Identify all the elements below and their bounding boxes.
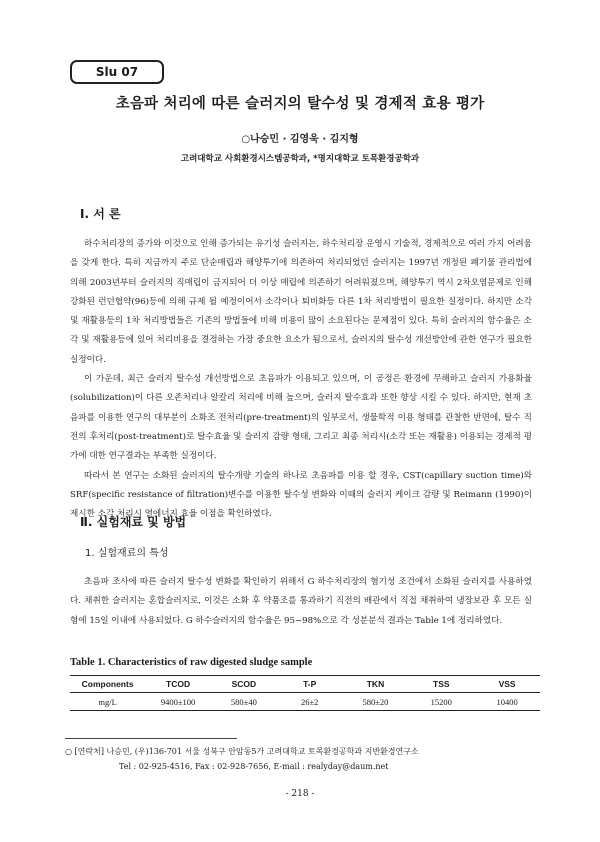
footnote xyxy=(65,744,545,774)
footnote-divider xyxy=(65,738,237,739)
materials-paragraph: 초음파 조사에 따른 슬러지 탈수성 변화를 확인하기 위해서 G 하수처리장의 혐기성 조건에서 소화된 슬러지를 사용하였다. 채취한 슬러지는 혼합슬러지로, 이것은 소화 후 약품조를 통과하기 직전의 배관에서 직접 채취하여 냉장보관 후 모든 실험에 15일 이내에 사용되었다. G 하수슬러지의 함수율은 95~98%으로 각 성분분석 결과는 Table 1에 정리하였다. xyxy=(70,577,532,626)
table-cell: 580±20 xyxy=(343,693,409,711)
table-cell: 15200 xyxy=(408,693,474,711)
materials-body xyxy=(70,573,532,631)
column-header: SCOD xyxy=(211,676,277,693)
table-cell: 26±2 xyxy=(277,693,343,711)
section-heading-introduction: Ⅰ. 서 론 xyxy=(80,207,121,221)
session-code-box: Slu 07 xyxy=(70,60,164,84)
sludge-characteristics-table xyxy=(70,675,540,711)
table-cell: mg/L xyxy=(70,693,145,711)
column-header: Components xyxy=(70,676,145,693)
introduction-paragraph-3: 따라서 본 연구는 소화된 슬러지의 탈수개량 기술의 하나로 초음파를 이용 할 경우, CST(capillary suction time)와 SRF(specific resistance of filtration)변수를 이용한 탈수성 변화와 이때의 슬러지 케이크 감량 및 Reimann (1990)이 제시한 소각 처리시 열에너지 효율 이점을 확인하였다. xyxy=(70,470,532,520)
table-header-row xyxy=(70,676,540,693)
introduction-body xyxy=(70,235,532,524)
section-heading-methods: Ⅱ. 실험재료 및 방법 xyxy=(80,515,187,529)
subsection-heading-materials: 1. 실험재료의 특성 xyxy=(85,548,169,559)
table-caption: Table 1. Characteristics of raw digested sludge sample xyxy=(70,657,313,668)
footnote-phone-email: Tel : 02-925-4516, Fax : 02-928-7656, E-mail : realyday@daum.net xyxy=(119,762,389,771)
introduction-paragraph-1: 하수처리장의 증가와 이것으로 인해 증가되는 유기성 슬러지는, 하수처리장 운영시 기술적, 경제적으로 여러 가지 어려움을 갖게 한다. 특히 지금까지 주로 단순매립과 해양투기에 의존하여 처리되었던 슬러지는 1997년 개정된 폐기물 관리법에 의해 2003년부터 슬러지의 직매립이 금지되어 더 이상 매립에 의존하기 어려워졌으며, 해양투기 역시 2차오염문제로 인해 강화된 런던협약(96)등에 의해 규제 될 예정이어서 소각이나 퇴비화등 다른 1차 처리방법이 필요한 실정이다. 하지만 소각 및 재활용등의 1차 처리방법들은 기존의 방법들에 비해 비용이 많이 소요된다는 문제점이 있다. 특히 슬러지의 함수율은 소각 및 재활용등에 있어 처리비용을 결정하는 가장 중요한 요소가 됨으로서, 슬러지의 탈수성 개선방안에 관한 연구가 필요한 실정이다. xyxy=(70,239,532,365)
column-header: T-P xyxy=(277,676,343,693)
page-number: - 218 - xyxy=(285,789,315,799)
table-row xyxy=(70,693,540,711)
introduction-paragraph-2: 이 가운데, 최근 슬러지 탈수성 개선방법으로 초음파가 이용되고 있으며, 이 공정은 환경에 무해하고 슬러지 가용화율(solubilization)이 다른 오존처리나 알칼리 처리에 비해 높으며, 슬러지 탈수효과 또한 향상 시킬 수 있다. 하지만, 현재 초음파를 이용한 연구의 대부분이 소화조 전처리(pre-treatment)의 일부로서, 생물학적 이용 형태를 관찰한 반면에, 탈수 직전의 후처리(post-treatment)로 탈수효율 및 슬러지 감량 형태, 그리고 최종 처리시(소각 또는 재활용) 이용되는 경제적 평가에 대한 연구결과는 부족한 실정이다. xyxy=(70,374,532,462)
table-cell: 10400 xyxy=(474,693,540,711)
author-affiliation: 고려대학교 사회환경시스템공학과, *명지대학교 토목환경공학과 xyxy=(180,154,420,164)
column-header: TCOD xyxy=(145,676,211,693)
column-header: TKN xyxy=(343,676,409,693)
table-cell: 9400±100 xyxy=(145,693,211,711)
column-header: TSS xyxy=(408,676,474,693)
table-cell: 580±40 xyxy=(211,693,277,711)
paper-title: 초음파 처리에 따른 슬러지의 탈수성 및 경제적 효용 평가 xyxy=(115,96,485,112)
column-header: VSS xyxy=(474,676,540,693)
author-list: ○나승민 · 김영욱 · 김지형 xyxy=(241,134,359,145)
footnote-contact: ○ [연락처] 나승민, (우)136-701 서울 성북구 안암동5가 고려대학교 토목환경공학과 지반환경연구소 xyxy=(65,747,419,756)
